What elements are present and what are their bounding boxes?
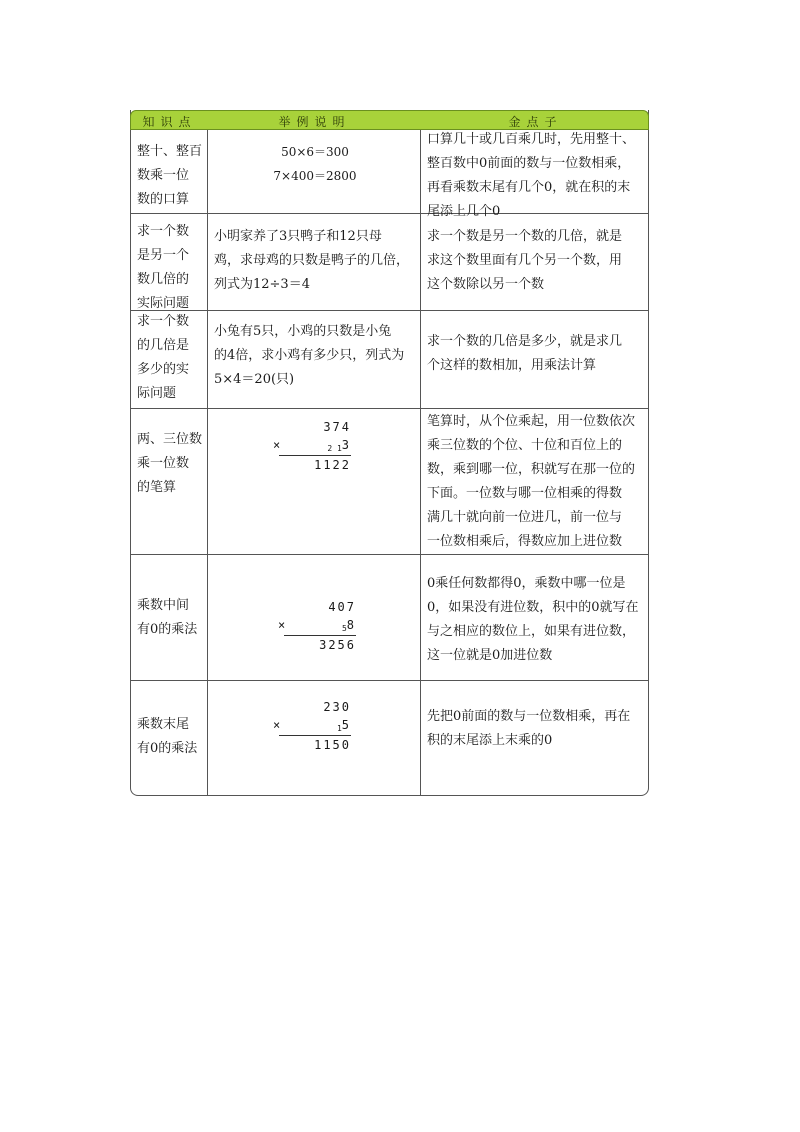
example-line: 小兔有5只，小鸡的只数是小兔 [214,324,392,339]
column-divider [420,130,421,795]
tip-line: 0，如果没有进位数，积中的0就写在 [427,600,639,615]
topic-line: 有0的乘法 [137,741,198,756]
tip-line: 数，乘到哪一位，积就写在那一位的 [427,462,636,477]
topic-line: 是另一个 [137,248,190,263]
example-line: 的4倍，求小鸡有多少只，列式为 [214,348,405,363]
tip-line: 个这样的数相加，用乘法计算 [427,358,597,373]
knowledge-table [130,110,649,796]
table-row-tip [427,128,645,224]
row-divider [131,554,648,555]
tip-line: 求一个数的几倍是多少，就是求几 [427,334,623,349]
topic-line: 乘数末尾 [137,717,190,732]
table-row-tip [427,330,645,378]
tip-line: 下面。一位数与哪一位相乘的得数 [427,486,623,501]
example-line: 5×4＝20(只) [214,372,295,387]
multiplier-row [266,616,356,634]
tip-line: 满几十就向前一位进几，前一位与 [427,510,623,525]
multiplier: 3 [341,438,351,452]
tip-line: 求一个数是另一个数的几倍，就是 [427,229,623,244]
topic-line: 的几倍是 [137,338,190,353]
tip-line: 笔算时，从个位乘起，用一位数依次 [427,414,636,429]
table-row-topic [137,428,205,500]
table-row-example [214,140,416,188]
topic-line: 实际问题 [137,296,190,311]
tip-line: 这一位就是0加进位数 [427,648,553,663]
topic-line: 际问题 [137,386,177,401]
multiplicand: 407 [328,600,356,614]
tip-line: 整百数中0前面的数与一位数相乘， [427,156,631,171]
topic-line: 整十、整百 [137,144,203,159]
topic-line: 数的口算 [137,192,190,207]
vertical-multiplication [266,598,356,654]
multiplicand: 374 [323,420,351,434]
product: 1122 [314,458,351,472]
tip-line: 一位数相乘后，得数应加上进位数 [427,534,623,549]
times-sign: × [273,718,283,732]
table-row-example [214,320,416,392]
header-topic: 知识点 [142,115,197,129]
table-row-topic [137,220,205,316]
multiplier-row [261,436,351,454]
table-header [130,110,649,130]
table-row-topic [137,713,205,761]
product: 1150 [314,738,351,752]
topic-line: 乘数中间 [137,598,190,613]
tip-line: 积的末尾添上末乘的0 [427,733,553,748]
example-line: 列式为12÷3＝4 [214,277,310,292]
table-row-tip [427,225,645,297]
example-line: 鸡，求母鸡的只数是鸭子的几倍， [214,253,410,268]
topic-line: 乘一位数 [137,456,190,471]
topic-line: 有0的乘法 [137,622,198,637]
tip-line: 求这个数里面有几个另一个数，用 [427,253,623,268]
tip-line: 口算几十或几百乘几时，先用整十、 [427,132,636,147]
row-divider [131,680,648,681]
tip-line: 0乘任何数都得0，乘数中哪一位是 [427,576,626,591]
carry-digits: 1 [336,724,342,733]
vertical-multiplication [261,418,351,474]
multiplier: 5 [341,718,351,732]
topic-line: 求一个数 [137,224,190,239]
multiplier-row [261,716,351,734]
table-row-topic [137,594,205,642]
header-tip: 金点子 [508,115,563,129]
topic-line: 两、三位数 [137,432,203,447]
topic-line: 数乘一位 [137,168,190,183]
tip-line: 乘三位数的个位、十位和百位上的 [427,438,623,453]
carry-digits: 2 1 [327,444,342,453]
topic-line: 求一个数 [137,314,190,329]
tip-line: 先把0前面的数与一位数相乘，再在 [427,709,631,724]
topic-line: 多少的实 [137,362,190,377]
multiplicand: 230 [323,700,351,714]
product: 3256 [319,638,356,652]
tip-line: 尾添上几个0 [427,204,501,219]
example-line: 50×6＝300 [281,145,349,159]
table-row-topic [137,140,205,212]
tip-line: 与之相应的数位上，如果有进位数， [427,624,636,639]
example-line: 7×400＝2800 [273,169,357,183]
table-row-tip [427,572,645,668]
vertical-multiplication [261,698,351,754]
row-divider [131,310,648,311]
column-divider [207,130,208,795]
table-row-example [214,225,416,297]
row-divider [131,408,648,409]
multiplier: 8 [346,618,356,632]
tip-line: 这个数除以另一个数 [427,277,545,292]
table-row-topic [137,310,205,406]
table-row-tip [427,410,645,554]
topic-line: 的笔算 [137,480,177,495]
carry-digits: 5 [341,624,347,633]
example-line: 小明家养了3只鸭子和12只母 [214,229,382,244]
tip-line: 再看乘数末尾有几个0，就在积的末 [427,180,631,195]
times-sign: × [273,438,283,452]
times-sign: × [278,618,288,632]
topic-line: 数几倍的 [137,272,190,287]
table-row-tip [427,705,645,753]
header-example: 举例说明 [278,115,351,129]
